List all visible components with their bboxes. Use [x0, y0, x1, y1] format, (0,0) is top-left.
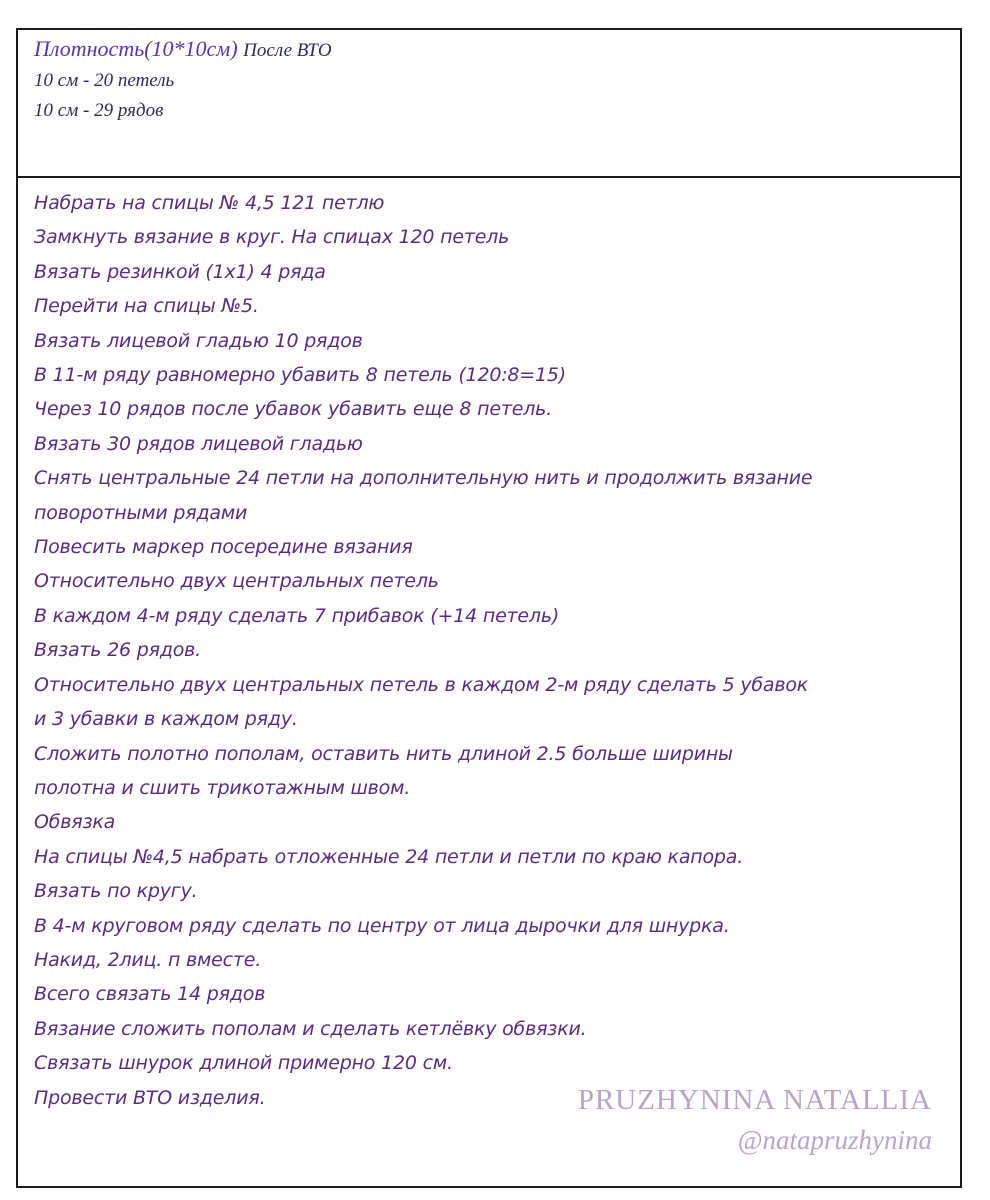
instruction-line: На спицы №4,5 набрать отложенные 24 петли и петли по краю капора. — [34, 845, 744, 868]
instruction-line: Вязать по кругу. — [34, 880, 198, 903]
instruction-line: Перейти на спицы №5. — [34, 295, 259, 318]
instruction-line: Вязать 30 рядов лицевой гладью — [34, 432, 363, 455]
density-title: Плотность(10*10см) — [34, 36, 238, 61]
instruction-line: Сложить полотно пополам, оставить нить длиной 2.5 больше ширины — [34, 742, 733, 765]
instruction-line: Вязание сложить пополам и сделать кетлёвку обвязки. — [34, 1017, 587, 1040]
instruction-line: Относительно двух центральных петель в каждом 2-м ряду сделать 5 убавок — [34, 673, 809, 696]
section-heading-obvyazka: Обвязка — [34, 811, 116, 834]
density-stitches: 10 см - 20 петель — [34, 70, 175, 91]
instruction-line: Замкнуть вязание в круг. На спицах 120 петель — [34, 226, 510, 249]
instruction-line: Набрать на спицы № 4,5 121 петлю — [34, 192, 385, 214]
instruction-line: Вязать 26 рядов. — [34, 639, 202, 662]
instruction-line: поворотными рядами — [34, 501, 248, 524]
instruction-line: В каждом 4-м ряду сделать 7 прибавок (+14 петель) — [34, 604, 560, 627]
instruction-line: В 11-м ряду равномерно убавить 8 петель (120:8=15) — [34, 364, 567, 387]
instruction-line: Всего связать 14 рядов — [34, 983, 266, 1006]
pattern-table — [16, 28, 962, 1188]
instruction-line: Повесить маркер посередине вязания — [34, 536, 413, 559]
instruction-line: Провести ВТО изделия. — [34, 1086, 266, 1109]
instruction-line: Связать шнурок длиной примерно 120 см. — [34, 1052, 453, 1075]
instruction-line: Снять центральные 24 петли на дополнительную нить и продолжить вязание — [34, 467, 813, 490]
instruction-list — [34, 186, 959, 1115]
instruction-line: Вязать лицевой гладью 10 рядов — [34, 329, 363, 352]
watermark-name: PRUZHYNINA NATALLIA — [577, 1084, 932, 1116]
watermark-handle: @natapruzhynina — [737, 1125, 932, 1155]
instruction-line: Накид, 2лиц. п вместе. — [34, 948, 262, 971]
density-rows: 10 см - 29 рядов — [34, 100, 164, 121]
density-block — [34, 34, 332, 126]
instruction-line: В 4-м круговом ряду сделать по центру от лица дырочки для шнурка. — [34, 914, 730, 937]
instruction-line: Вязать резинкой (1х1) 4 ряда — [34, 260, 326, 283]
density-cell — [18, 30, 960, 178]
instruction-line: и 3 убавки в каждом ряду. — [34, 708, 298, 731]
density-suffix: После ВТО — [243, 40, 332, 61]
instruction-line: Относительно двух центральных петель — [34, 570, 439, 593]
instructions-cell — [18, 178, 960, 1188]
instruction-line: полотна и сшить трикотажным швом. — [34, 776, 411, 799]
instruction-line: Через 10 рядов после убавок убавить еще 8 петель. — [34, 398, 552, 421]
density-title-line — [34, 34, 332, 66]
author-watermark — [578, 1080, 932, 1160]
